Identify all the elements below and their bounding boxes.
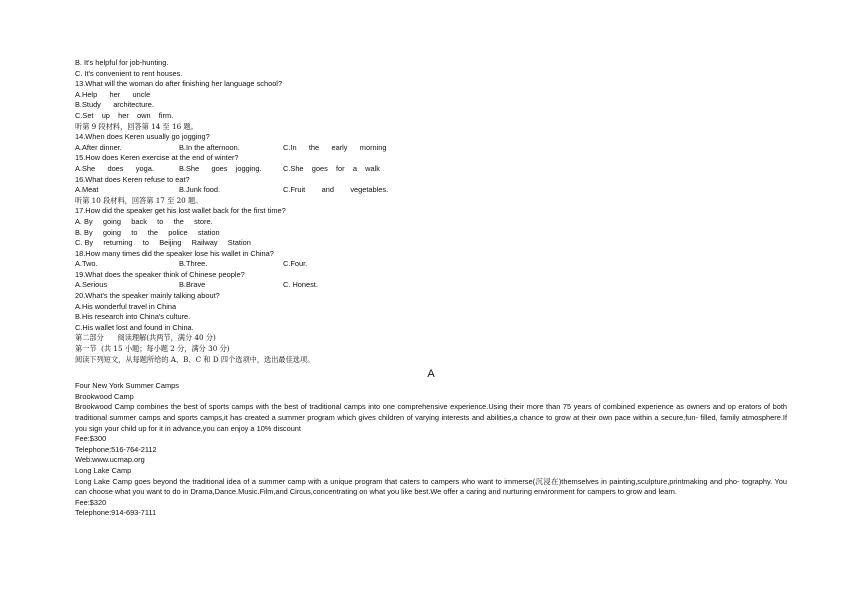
question-20: 20.What's the speaker mainly talking about? xyxy=(75,291,220,301)
option-c: C.In the early morning xyxy=(283,142,387,152)
document-page xyxy=(75,58,787,519)
section-one-heading: 第一节 (共 15 小题；每小题 2 分，满分 30 分) xyxy=(75,344,230,354)
question-16: 16.What does Keren refuse to eat? xyxy=(75,174,190,184)
option-c: C.His wallet lost and found in China. xyxy=(75,322,194,332)
camp-web: Web:www.ucmap.org xyxy=(75,455,145,465)
option-b: B.His research into China's culture. xyxy=(75,312,191,322)
passage-letter: A xyxy=(427,368,435,381)
reading-instructions: 阅读下列短文，从每题所给的 A、B、C 和 D 四个选项中，选出最佳选项。 xyxy=(75,354,315,364)
camp-telephone: Telephone:914-693-7111 xyxy=(75,508,157,518)
section-instruction-9: 听第 9 段材料，回答第 14 至 16 题。 xyxy=(75,121,198,131)
option-b: B.In the afternoon. xyxy=(179,142,240,152)
option-a: A.After dinner. xyxy=(75,142,122,152)
option-c: C.She goes for a walk xyxy=(283,163,380,173)
question-19-options xyxy=(75,280,787,291)
option-line: B.Study architecture. xyxy=(75,100,154,110)
question-18: 18.How many times did the speaker lose his wallet in China? xyxy=(75,248,274,258)
passage-title: Four New York Summer Camps xyxy=(75,381,179,391)
camp-fee: Fee:$300 xyxy=(75,434,107,444)
option-c: C.Fruit and vegetables. xyxy=(283,185,389,195)
option-b: B.Junk food. xyxy=(179,185,221,195)
question-15-options xyxy=(75,164,787,175)
section-instruction-10: 听第 10 段材料，回答第 17 至 20 题。 xyxy=(75,195,203,205)
option-line: B. It's helpful for job-hunting. xyxy=(75,58,169,67)
option-b: B. By going to the police station xyxy=(75,227,220,237)
question-13: 13.What will the woman do after finishing her language school? xyxy=(75,79,283,89)
option-a: A. By going back to the store. xyxy=(75,216,213,226)
option-a: A.His wonderful travel in China xyxy=(75,301,177,311)
option-line: A.Help her uncle xyxy=(75,89,151,99)
camp-description: Long Lake Camp goes beyond the traditional idea of a summer camp with a unique program that caters to campers who want to immerse(沉浸在)themselves in painting,sculpture,printmaking and pho- tography. You can choose what you want to do in Drama,Dance.Music.Film,and Circus,concentrating on what you like best.We offer a caring and nurturing environment for campers to grow and learn. xyxy=(75,476,787,497)
option-line: C.Set up her own firm. xyxy=(75,110,174,120)
option-b: B.Brave xyxy=(179,280,206,290)
option-c: C.Four. xyxy=(283,259,308,269)
camp-description: Brookwood Camp combines the best of sports camps with the best of traditional camps into one comprehensive experience.Using their more than 75 years of combined experience as owners and op erators of both traditional summer camps and sports camps,it has created a summer program which gives children of varying interests and abilities,a chance to grow at their own pace within a secure,fun- filled, family atmosphere.If you sign your child up for it in advance,you can enjoy a 10% discount xyxy=(75,402,787,433)
option-line: C. It's convenient to rent houses. xyxy=(75,68,183,78)
question-14: 14.When does Keren usually go jogging? xyxy=(75,132,210,142)
option-a: A.Two. xyxy=(75,259,98,269)
question-16-options xyxy=(75,185,787,196)
part-two-heading: 第二部分 阅读理解(共两节，满分 40 分) xyxy=(75,333,216,343)
question-15: 15.How does Keren exercise at the end of winter? xyxy=(75,153,239,163)
option-a: A.Serious xyxy=(75,280,108,290)
camp-fee: Fee:$320 xyxy=(75,497,107,507)
question-17: 17.How did the speaker get his lost wallet back for the first time? xyxy=(75,206,286,216)
option-c: C. By returning to Beijing Railway Station xyxy=(75,238,251,248)
question-18-options xyxy=(75,259,787,270)
question-14-options xyxy=(75,143,787,154)
option-c: C. Honest. xyxy=(283,280,318,290)
camp-name: Brookwood Camp xyxy=(75,391,134,401)
option-a: A.She does yoga. xyxy=(75,163,154,173)
option-b: B.She goes jogging. xyxy=(179,163,262,173)
camp-name: Long Lake Camp xyxy=(75,465,132,475)
option-a: A.Meat xyxy=(75,185,99,195)
option-b: B.Three. xyxy=(179,259,208,269)
camp-telephone: Telephone:516-764-2112 xyxy=(75,444,157,454)
question-19: 19.What does the speaker think of Chinese people? xyxy=(75,269,245,279)
